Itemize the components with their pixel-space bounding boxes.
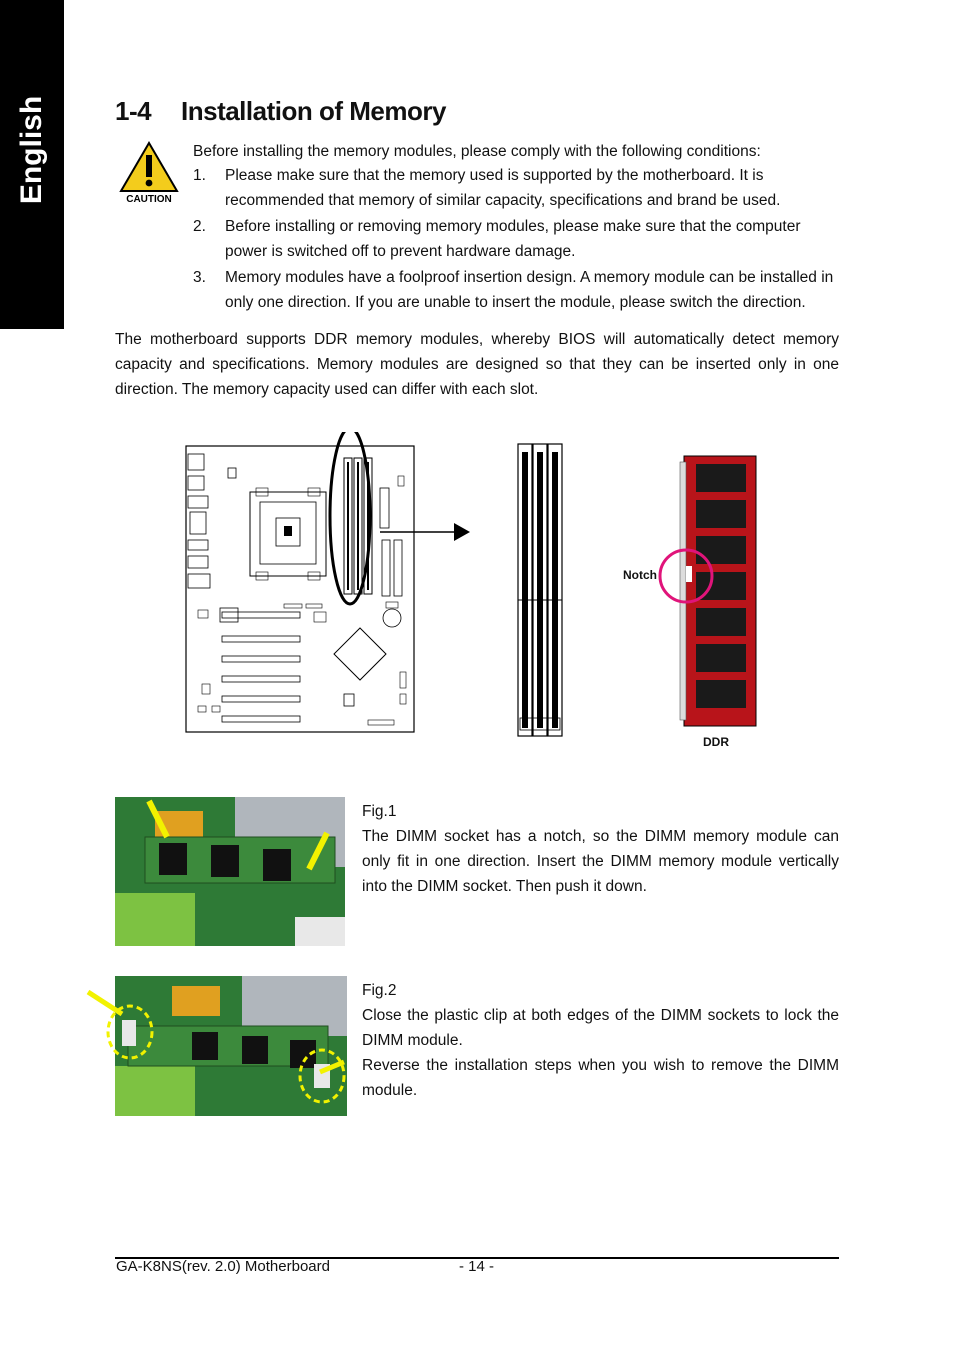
intro-text: Before installing the memory modules, please comply with the following conditions:	[193, 143, 761, 160]
dimm-slots-diagram	[512, 440, 568, 740]
fig2-text-1: Close the plastic clip at both edges of the DIMM sockets to lock the DIMM module.	[362, 1007, 839, 1049]
conditions-list	[193, 163, 839, 315]
fig2-text-2: Reverse the installation steps when you wish to remove the DIMM module.	[362, 1057, 839, 1099]
footer-product: GA-K8NS(rev. 2.0) Motherboard	[116, 1258, 330, 1275]
list-item: 2. Before installing or removing memory modules, please make sure that the computer power is switched off to prevent hardware damage.	[193, 218, 801, 260]
fig2-caption	[362, 978, 839, 1103]
fig1-caption	[362, 799, 839, 899]
caution-label: CAUTION	[126, 194, 172, 205]
fig1-text: The DIMM socket has a notch, so the DIMM memory module can only fit in one direction. Insert the DIMM memory module vertically into the DIMM socket. Then push it down.	[362, 828, 839, 895]
section-heading	[115, 96, 446, 127]
section-title: Installation of Memory	[181, 96, 446, 126]
ddr-label: DDR	[703, 735, 729, 749]
fig2-label: Fig.2	[362, 982, 397, 999]
fig2-photo	[82, 976, 350, 1118]
memory-paragraph: The motherboard supports DDR memory modules, whereby BIOS will automatically detect memory capacity and specifications. Memory modules are designed so that they can be inserted only in one direction. The memory capacity used can differ with each slot.	[115, 331, 839, 398]
footer-page-number: - 14 -	[459, 1258, 495, 1275]
list-item: 1. Please make sure that the memory used is supported by the motherboard. It is recommended that memory of similar capacity, specifications and brand be used.	[193, 167, 781, 209]
notch-label: Notch	[623, 568, 657, 582]
list-item: 3. Memory modules have a foolproof insertion design. A memory module can be installed in only one direction. If you are unable to insert the module, please switch the direction.	[193, 269, 834, 311]
language-tab-label: English	[15, 95, 48, 205]
caution-icon	[118, 141, 180, 205]
section-number: 1-4	[115, 96, 152, 126]
language-tab	[0, 0, 64, 329]
ddr-module-diagram	[610, 450, 770, 750]
fig1-label: Fig.1	[362, 803, 397, 820]
fig1-photo	[115, 797, 345, 946]
motherboard-diagram	[180, 432, 480, 742]
